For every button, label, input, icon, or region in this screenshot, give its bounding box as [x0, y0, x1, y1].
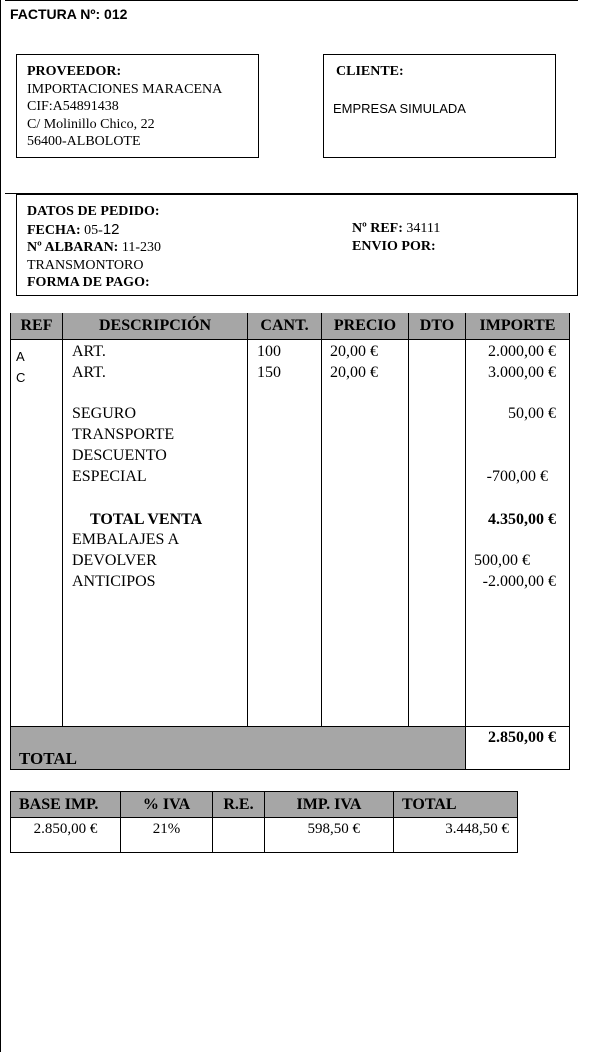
fecha-value-a: 05-	[84, 222, 103, 238]
row2-price: 20,00 €	[330, 364, 378, 381]
albaran-label: Nº ALBARAN:	[27, 240, 119, 255]
client-label: CLIENTE:	[336, 64, 404, 79]
tax-iva-value: 21%	[121, 817, 213, 852]
forma-pago-label: FORMA DE PAGO:	[27, 275, 150, 290]
ref-label: Nº REF:	[352, 221, 403, 236]
col-ref	[11, 339, 63, 726]
ref-a: A	[16, 349, 25, 364]
supplier-box	[16, 54, 259, 158]
invoice-title: FACTURA Nº: 012	[10, 6, 128, 22]
supplier-cif: CIF:A54891438	[27, 99, 119, 114]
tax-th-imp-iva: IMP. IVA	[265, 792, 394, 817]
tax-th-total: TOTAL	[394, 792, 517, 817]
especial-label: ESPECIAL	[72, 468, 147, 485]
supplier-name: IMPORTACIONES MARACENA	[27, 81, 223, 97]
embalajes-label: EMBALAJES A	[72, 531, 180, 548]
supplier-label: PROVEEDOR:	[27, 64, 122, 79]
fecha-label: FECHA:	[27, 222, 81, 238]
th-importe: IMPORTE	[466, 313, 569, 339]
row1-price: 20,00 €	[330, 343, 378, 360]
row1-amount: 2.000,00 €	[488, 343, 556, 360]
th-precio: PRECIO	[322, 313, 409, 339]
total-row-shade	[11, 726, 466, 769]
ref-value: 34111	[406, 221, 441, 236]
tax-th-base: BASE IMP.	[11, 792, 121, 817]
envio-label: ENVIO POR:	[352, 238, 436, 254]
row2-qty: 150	[257, 364, 281, 381]
col-cant	[248, 339, 322, 726]
fecha-value-b: 12	[102, 220, 120, 238]
th-cant: CANT.	[248, 313, 322, 339]
carrier: TRANSMONTORO	[27, 257, 144, 273]
tax-th-re: R.E.	[213, 792, 265, 817]
page-frame-left	[0, 0, 1, 859]
descuento-label: DESCUENTO	[72, 447, 167, 464]
row2-desc: ART.	[72, 364, 106, 381]
total-row-line	[466, 726, 569, 727]
total-venta-amount: 4.350,00 €	[488, 511, 556, 528]
client-name: EMPRESA SIMULADA	[333, 101, 466, 116]
order-box	[16, 194, 578, 296]
total-venta-label: TOTAL VENTA	[90, 511, 203, 528]
row1-desc: ART.	[72, 343, 106, 360]
supplier-address: C/ Molinillo Chico, 22	[27, 116, 155, 132]
tax-re-value	[213, 817, 265, 852]
seguro-label: SEGURO	[72, 405, 137, 422]
anticipos-amount: -2.000,00 €	[482, 573, 556, 590]
page-frame-right	[0, 859, 1, 1052]
tax-base-value: 2.850,00 €	[11, 817, 121, 852]
total-label: TOTAL	[19, 749, 77, 768]
row1-qty: 100	[257, 343, 281, 360]
descuento-amount: -700,00 €	[486, 468, 548, 485]
transporte-label: TRANSPORTE	[72, 426, 175, 443]
th-dto: DTO	[409, 313, 466, 339]
embalajes-amount: 500,00 €	[474, 552, 530, 569]
tax-th-iva: % IVA	[121, 792, 213, 817]
ref-c: C	[16, 370, 26, 385]
seguro-amount: 50,00 €	[508, 405, 556, 422]
order-heading: DATOS DE PEDIDO:	[27, 204, 160, 219]
supplier-city: 56400-ALBOLOTE	[27, 134, 141, 149]
top-border	[5, 0, 578, 1]
anticipos-label: ANTICIPOS	[72, 573, 156, 590]
devolver-label: DEVOLVER	[72, 552, 157, 569]
col-precio	[322, 339, 409, 726]
col-dto	[409, 339, 466, 726]
row2-amount: 3.000,00 €	[488, 364, 556, 381]
th-ref: REF	[11, 313, 63, 339]
tax-imp-iva-value: 598,50 €	[265, 817, 394, 852]
albaran-value: 11-230	[121, 240, 162, 255]
total-amount: 2.850,00 €	[488, 729, 556, 746]
client-box	[323, 54, 556, 158]
th-descripcion: DESCRIPCIÓN	[63, 313, 248, 339]
tax-total-value: 3.448,50 €	[394, 817, 517, 852]
